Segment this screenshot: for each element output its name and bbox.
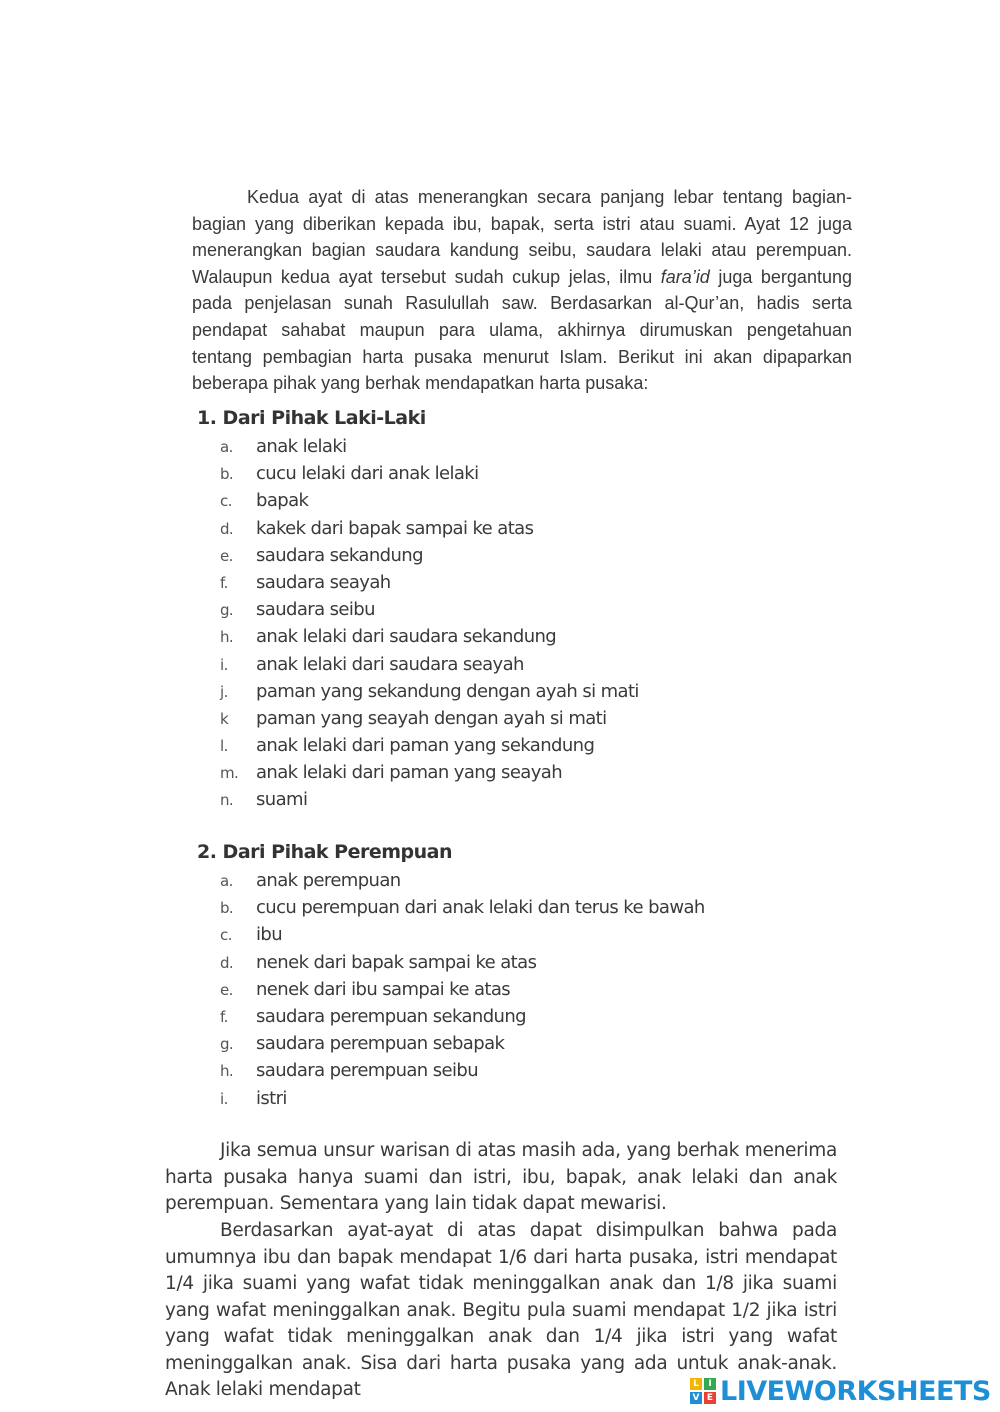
list-item <box>220 1030 705 1057</box>
list-item-text: saudara sekandung <box>256 544 423 566</box>
list-item <box>220 623 639 650</box>
list-marker: n. <box>220 791 234 810</box>
list-item <box>220 894 705 921</box>
intro-text-after: juga bergantung pada penjelasan sunah Rasulullah saw. Berdasarkan al-Qur’an, hadis serta pendapat sahabat maupun para ulama, akhirnya dirumuskan pengetahuan tentang pembagian harta pusaka menurut Islam. Berikut ini akan dipaparkan beberapa pihak yang berhak mendapatkan harta pusaka: <box>192 266 852 394</box>
list-item-text: anak lelaki dari saudara seayah <box>256 653 524 675</box>
list-marker: c. <box>220 492 232 511</box>
list-item-text: saudara perempuan seibu <box>256 1060 479 1082</box>
list-item-text: anak lelaki <box>256 436 347 457</box>
list-item-text: kakek dari bapak sampai ke atas <box>256 517 534 539</box>
list-item-text: anak perempuan <box>256 870 401 891</box>
list-item <box>220 949 705 976</box>
list-marker: f. <box>220 573 228 592</box>
list-item-text: anak lelaki dari paman yang sekandung <box>256 735 595 757</box>
list-item <box>220 976 705 1003</box>
list-item <box>220 515 639 542</box>
list-item-text: paman yang sekandung dengan ayah si mati <box>256 680 639 702</box>
list-marker: i. <box>220 1089 228 1108</box>
list-marker: l. <box>220 737 228 756</box>
liveworksheets-logo <box>690 1376 991 1406</box>
logo-mark-tile: L <box>690 1378 702 1390</box>
list-item-text: ibu <box>256 924 283 946</box>
intro-term: fara’id <box>660 266 710 287</box>
list-marker: j. <box>220 682 228 701</box>
list-item <box>220 1003 705 1030</box>
list-marker: b. <box>220 899 234 918</box>
list-item <box>220 867 705 894</box>
list-marker: a. <box>220 438 233 456</box>
list-item <box>220 596 639 623</box>
list-item <box>220 1085 705 1112</box>
section-title-male: 1. Dari Pihak Laki-Laki <box>197 407 426 429</box>
list-item-text: istri <box>256 1087 287 1109</box>
intro-paragraph <box>192 184 852 397</box>
liveworksheets-mark <box>690 1378 716 1404</box>
list-item-text: saudara perempuan sebapak <box>256 1033 505 1055</box>
list-item <box>220 705 639 732</box>
paragraph-heirs-summary: Jika semua unsur warisan di atas masih ada, yang berhak menerima harta pusaka hanya suami dan istri, ibu, bapak, anak lelaki dan anak perempuan. Sementara yang lain tidak dapat mewarisi. <box>165 1140 837 1214</box>
list-item-text: saudara seibu <box>256 599 375 621</box>
list-item <box>220 678 639 705</box>
list-item-text: bapak <box>256 490 309 512</box>
list-marker: k <box>220 709 229 728</box>
logo-mark-tile: E <box>704 1392 716 1404</box>
list-marker: h. <box>220 628 234 647</box>
logo-mark-tile: V <box>690 1392 702 1404</box>
list-marker: d. <box>220 519 234 538</box>
list-item <box>220 759 639 786</box>
list-item-text: nenek dari bapak sampai ke atas <box>256 951 537 973</box>
list-marker: a. <box>220 872 233 890</box>
list-item <box>220 732 639 759</box>
list-marker: g. <box>220 601 234 620</box>
section-title-female: 2. Dari Pihak Perempuan <box>197 841 453 863</box>
list-marker: h. <box>220 1062 234 1081</box>
list-marker: e. <box>220 546 233 565</box>
list-item-text: anak lelaki dari paman yang seayah <box>256 762 563 784</box>
list-marker: g. <box>220 1035 234 1054</box>
list-item-text: cucu perempuan dari anak lelaki dan terus ke bawah <box>256 897 705 919</box>
list-marker: d. <box>220 953 234 972</box>
list-item <box>220 1057 705 1084</box>
list-item <box>220 569 639 596</box>
list-female-heirs <box>220 867 705 1112</box>
list-marker: b. <box>220 465 234 484</box>
list-male-heirs <box>220 433 639 814</box>
list-marker: e. <box>220 980 233 999</box>
list-item-text: suami <box>256 789 308 811</box>
list-item <box>220 487 639 514</box>
list-item-text: anak lelaki dari saudara sekandung <box>256 626 557 648</box>
liveworksheets-text: LIVEWORKSHEETS <box>720 1375 991 1407</box>
list-item <box>220 921 705 948</box>
list-item <box>220 542 639 569</box>
list-marker: m. <box>220 764 239 783</box>
intro-text-before: Kedua ayat di atas menerangkan secara panjang lebar tentang bagian-bagian yang diberikan kepada ibu, bapak, serta istri atau suami. Ayat 12 juga menerangkan bagian saudara kandung seibu, saudara lelaki atau perempuan. Walaupun kedua ayat tersebut sudah cukup jelas, ilmu <box>192 187 852 287</box>
list-item-text: saudara perempuan sekandung <box>256 1005 526 1027</box>
list-marker: i. <box>220 655 228 674</box>
list-marker: f. <box>220 1007 228 1026</box>
logo-mark-tile: I <box>704 1378 716 1390</box>
list-item-text: nenek dari ibu sampai ke atas <box>256 978 511 1000</box>
list-marker: c. <box>220 926 232 945</box>
list-item <box>220 651 639 678</box>
list-item-text: paman yang seayah dengan ayah si mati <box>256 707 607 729</box>
list-item-text: saudara seayah <box>256 571 391 593</box>
list-item-text: cucu lelaki dari anak lelaki <box>256 463 479 485</box>
paragraph-shares: Berdasarkan ayat-ayat di atas dapat disimpulkan bahwa pada umumnya ibu dan bapak mendapat 1/6 dari harta pusaka, istri mendapat 1/4 jika suami yang wafat tidak meninggalkan anak dan 1/8 jika suami yang wafat meninggalkan anak. Begitu pula suami mendapat 1/2 jika istri yang wafat tidak meninggalkan anak dan 1/4 jika istri yang wafat meninggalkan anak. Sisa dari harta pusaka yang ada untuk anak-anak. Anak lelaki mendapat <box>165 1220 837 1400</box>
list-item <box>220 433 639 460</box>
list-item <box>220 460 639 487</box>
list-item <box>220 786 639 813</box>
